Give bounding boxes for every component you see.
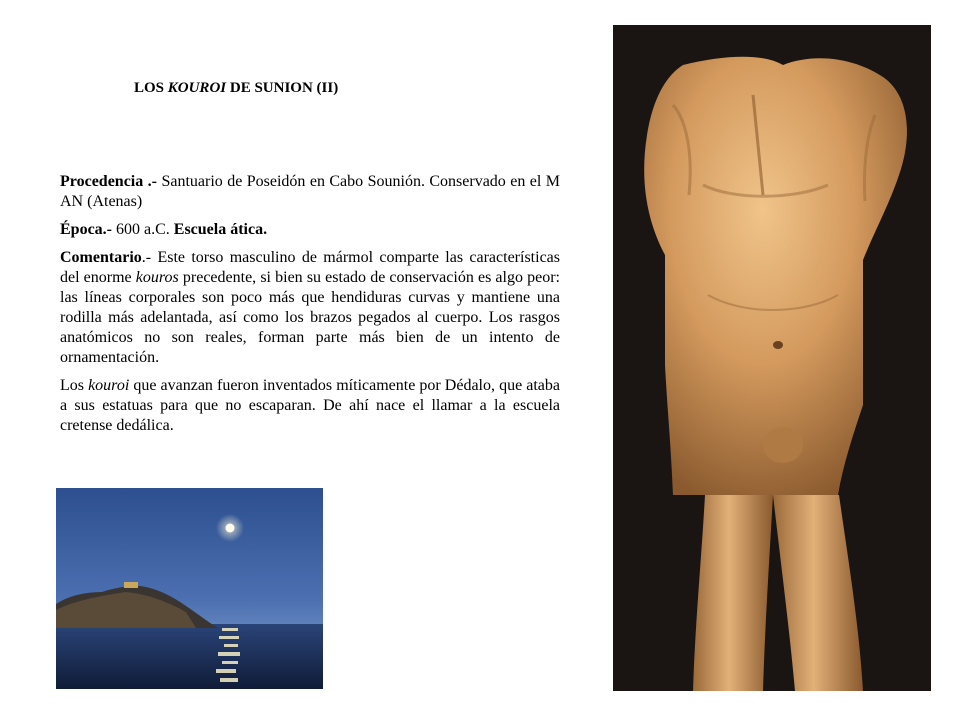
kouros-italic: kouros: [135, 269, 179, 286]
kouroi-italic: kouroi: [88, 377, 130, 394]
kouros-statue-photo: [613, 25, 931, 691]
title-italic: KOUROI: [167, 80, 227, 96]
kouroi-paragraph: Los kouroi que avanzan fueron inventados míticamente por Dédalo, que ataba a sus estatuas para que no escaparan. De ahí nace el llamar a la escuela cretense dedálica.: [60, 377, 561, 434]
epoca-label: Época.-: [60, 221, 112, 238]
procedencia-text: Santuario de Poseidón en Cabo Sounión. Conservado en el M AN (Atenas): [60, 173, 560, 210]
sounion-night-photo: [56, 488, 323, 689]
body-text: [60, 172, 560, 444]
epoca-text: 600 a.C.: [112, 221, 174, 238]
comentario-label: Comentario: [60, 249, 142, 266]
comentario-paragraph: Comentario.- Este torso masculino de mármol comparte las características del enorme kouros precedente, si bien su estado de conservación es algo peor: las líneas corporales son poco más que hendiduras curvas y mantiene una rodilla más adelantada, así como los brazos pegados al cuerpo. Los rasgos anatómicos no son reales, forman parte más bien de un intento de ornamentación.: [60, 249, 560, 366]
page-title: LOS KOUROI DE SUNION (II): [134, 80, 339, 96]
procedencia-label: Procedencia .-: [60, 173, 157, 190]
epoca-school: Escuela ática.: [173, 221, 268, 238]
procedencia-paragraph: [60, 172, 560, 212]
epoca-paragraph: [60, 220, 560, 240]
